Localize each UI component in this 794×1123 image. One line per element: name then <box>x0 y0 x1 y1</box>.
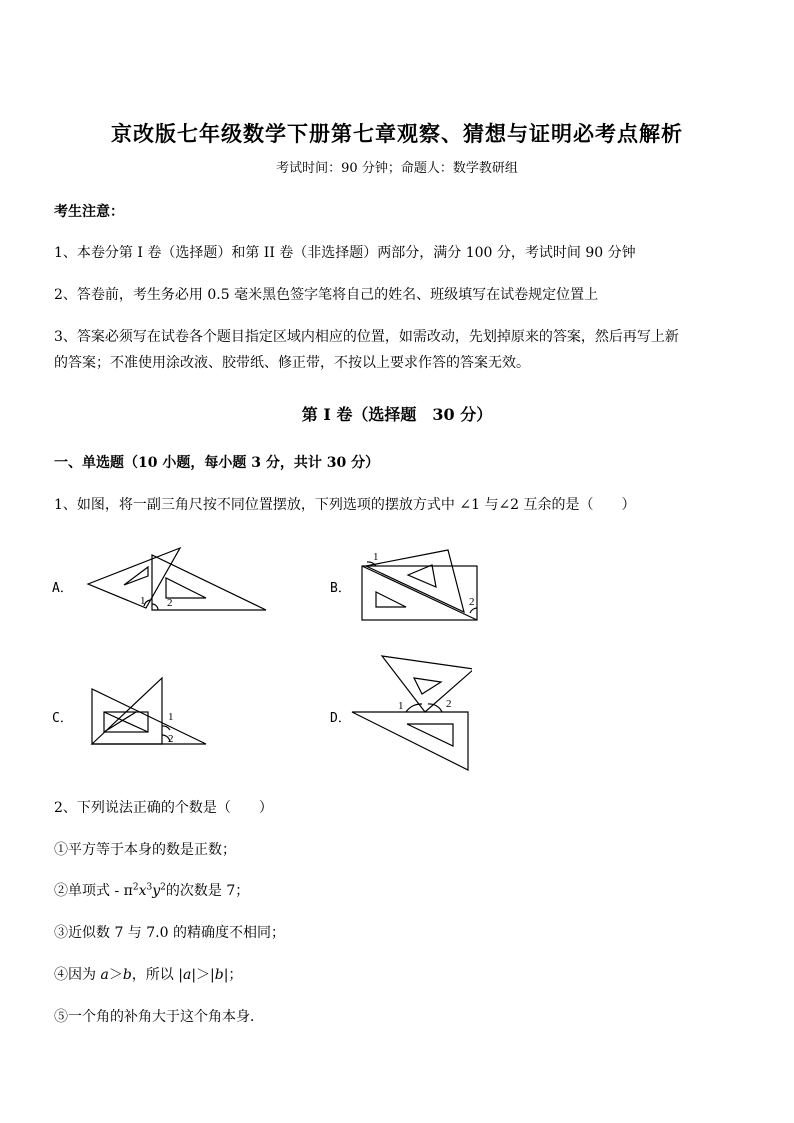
abs-b: b <box>214 967 224 983</box>
part-heading: 一、单选题（10 小题，每小题 3 分，共计 30 分） <box>54 455 380 471</box>
question-2-stem: 2、下列说法正确的个数是（ ） <box>54 800 273 816</box>
statement-2 <box>54 880 249 900</box>
x-exponent: 3 <box>146 882 153 893</box>
angle-label-a-1: 1 <box>140 595 146 607</box>
set-square-c-inner-diag <box>104 712 136 732</box>
statement-4-mid: ，所以 | <box>131 967 183 983</box>
abs-a: a <box>182 967 192 983</box>
angle-label-d-1: 1 <box>398 700 404 712</box>
statement-4 <box>54 964 242 984</box>
notice-item-1: 1、本卷分第 I 卷（选择题）和第 II 卷（非选择题）两部分，满分 100 分，考试时间 90 分钟 <box>54 245 636 261</box>
statement-4-prefix: ④因为 <box>54 967 101 983</box>
statement-2-prefix: ②单项式 - π <box>54 883 133 899</box>
statement-3: ③近似数 7 与 7.0 的精确度不相同； <box>54 925 285 941</box>
abs-compare: |＞| <box>191 967 215 983</box>
notice-heading: 考生注意： <box>54 204 124 220</box>
notice-item-3-line-1: 3、答案必须写在试卷各个题目指定区域内相应的位置，如需改动，先划掉原来的答案，然后再写上新 <box>54 329 679 345</box>
angle-label-c-2: 2 <box>168 733 174 745</box>
set-square-a-1-inner <box>124 567 148 585</box>
angle-label-b-2: 2 <box>469 596 475 608</box>
var-y: y <box>152 883 161 899</box>
figure-option-c <box>88 674 210 748</box>
notice-item-3-line-2: 的答案；不准使用涂改液、胶带纸、修正带，不按以上要求作答的答案无效。 <box>54 355 530 371</box>
pi-exponent: 2 <box>132 882 139 893</box>
option-d-label[interactable]: D． <box>330 711 351 726</box>
set-square-c-inner-diag-2 <box>104 712 148 732</box>
set-square-d-1-inner <box>414 678 441 694</box>
statement-2-suffix: 的次数是 7； <box>165 883 250 899</box>
page-title: 京改版七年级数学下册第七章观察、猜想与证明必考点解析 <box>111 121 683 146</box>
angle-label-c-1: 1 <box>168 711 174 723</box>
figure-option-b <box>356 545 482 623</box>
question-1-stem: 1、如图，将一副三角尺按不同位置摆放，下列选项的摆放方式中 ∠1 与∠2 互余的是（ ） <box>54 497 636 513</box>
set-square-d-1 <box>382 656 472 712</box>
greater-than: ＞ <box>108 967 123 983</box>
section-title: 第 I 卷（选择题 30 分） <box>301 405 493 424</box>
set-square-b-inner-1 <box>376 592 406 607</box>
option-b-label[interactable]: B． <box>330 581 351 596</box>
var-b: b <box>122 967 132 983</box>
set-square-c-1 <box>92 689 206 744</box>
exam-info: 考试时间：90 分钟；命题人：数学教研组 <box>276 161 518 176</box>
var-a: a <box>100 967 109 983</box>
option-c-label[interactable]: C． <box>52 711 73 726</box>
set-square-b-2-inner <box>408 565 436 587</box>
statement-4-end: |； <box>223 967 243 983</box>
option-a-label[interactable]: A． <box>52 581 73 596</box>
statement-1: ①平方等于本身的数是正数； <box>54 842 236 858</box>
figure-option-d <box>348 650 472 774</box>
y-exponent: 2 <box>160 882 166 893</box>
angle-label-a-2: 2 <box>167 597 173 609</box>
angle-label-b-1: 1 <box>373 551 379 563</box>
angle-label-d-2: 2 <box>446 698 452 710</box>
figure-option-a <box>80 542 280 620</box>
set-square-c-2 <box>92 678 162 744</box>
angle-arc-a-2 <box>152 604 158 610</box>
notice-item-2: 2、答卷前，考生务必用 0.5 毫米黑色签字笔将自己的姓名、班级填写在试卷规定位置上 <box>54 287 599 303</box>
set-square-a-2-inner <box>166 578 206 598</box>
var-x: x <box>138 883 147 899</box>
set-square-d-2 <box>352 712 468 770</box>
angle-arc-b-2 <box>470 608 477 613</box>
set-square-b-2 <box>366 550 464 612</box>
statement-5: ⑤一个角的补角大于这个角本身． <box>54 1009 264 1025</box>
